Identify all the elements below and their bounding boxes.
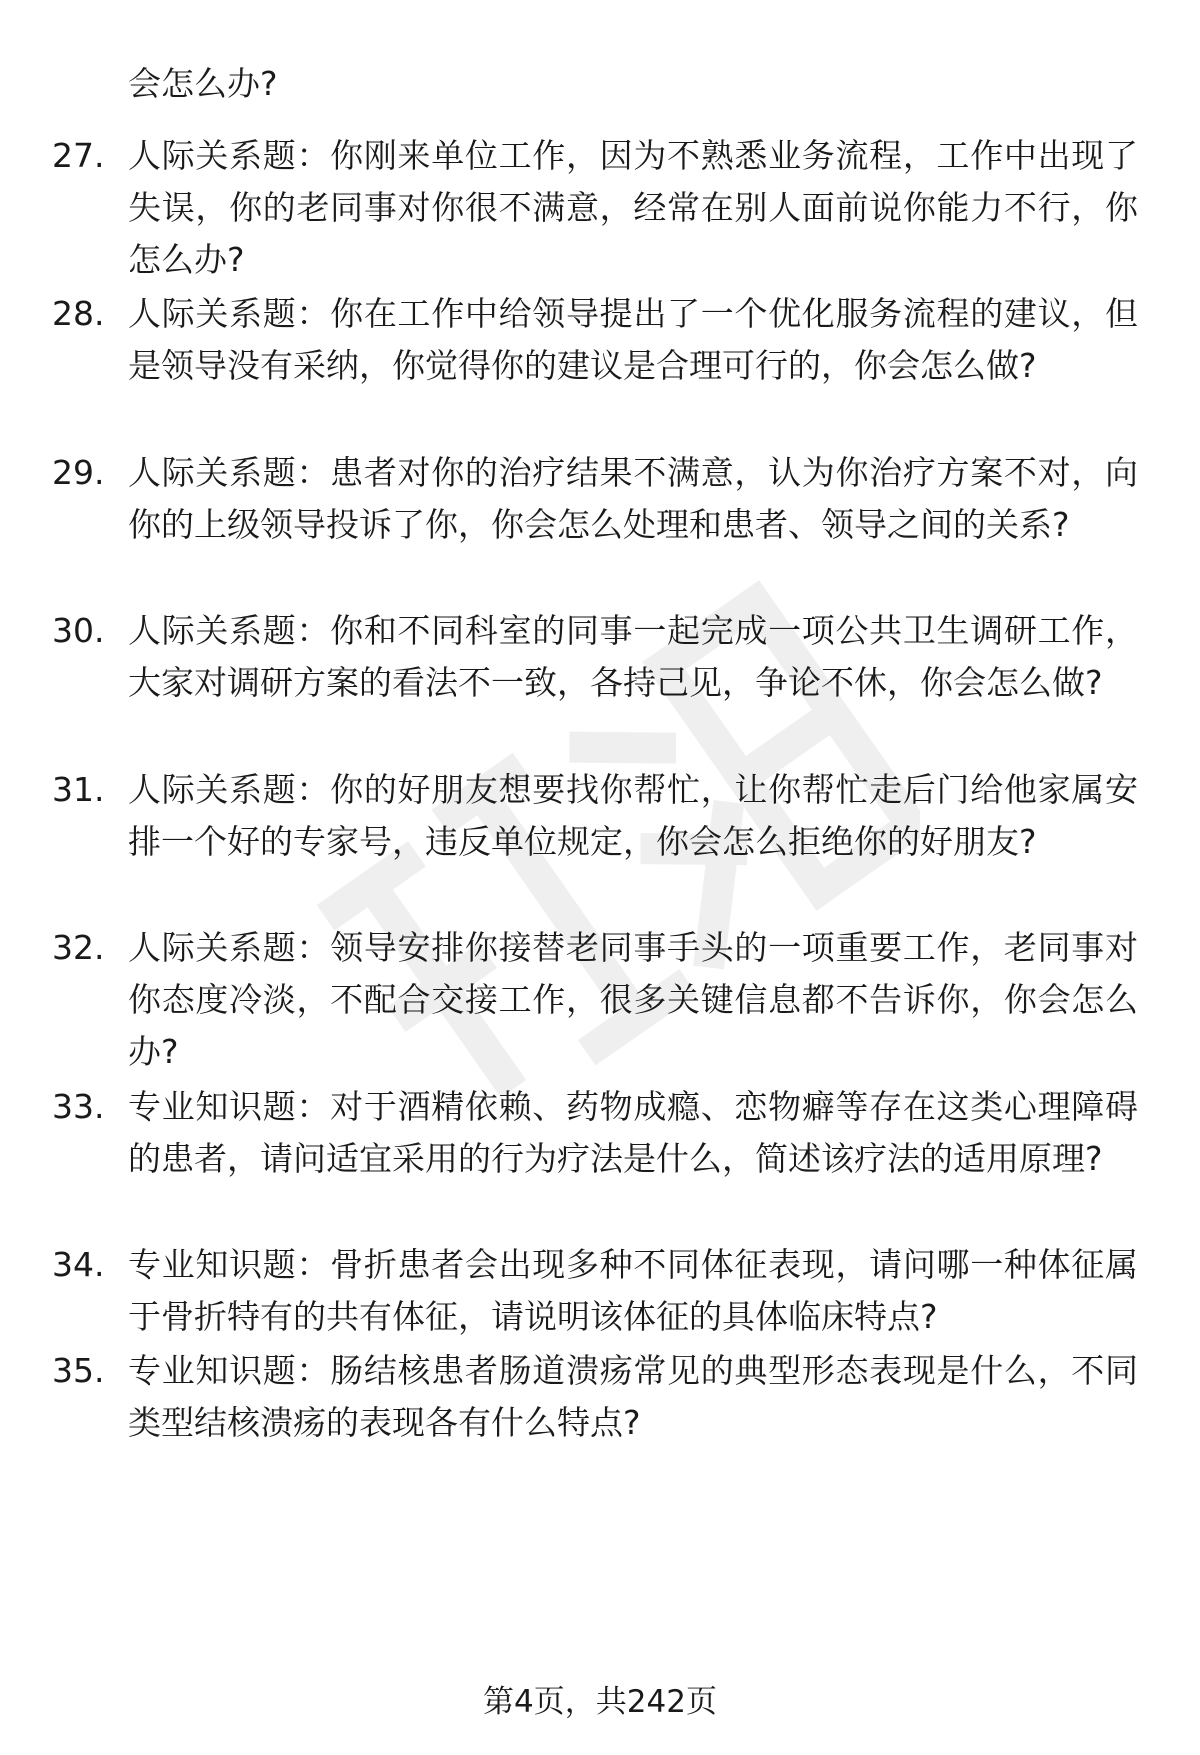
lead-text: 会怎么办?: [128, 64, 278, 103]
question-number: 33.: [52, 1087, 105, 1126]
page-footer: 第4页，共242页: [483, 1684, 717, 1720]
question-text: 人际关系题：领导安排你接替老同事手头的一项重要工作，老同事对你态度冷淡，不配合交接工作，很多关键信息都不告诉你，你会怎么办?: [128, 928, 1138, 1071]
question-text: 人际关系题：你刚来单位工作，因为不熟悉业务流程，工作中出现了失误，你的老同事对你很不满意，经常在别人面前说你能力不行，你怎么办?: [128, 136, 1138, 279]
question-text: 专业知识题：肠结核患者肠道溃疡常见的典型形态表现是什么，不同类型结核溃疡的表现各有什么特点?: [128, 1351, 1138, 1442]
question-number: 35.: [52, 1351, 105, 1390]
question-number: 31.: [52, 770, 105, 809]
question-text: 人际关系题：你的好朋友想要找你帮忙，让你帮忙走后门给他家属安排一个好的专家号，违反单位规定，你会怎么拒绝你的好朋友?: [128, 770, 1138, 861]
question-number: 32.: [52, 928, 105, 967]
question-number: 30.: [52, 611, 105, 650]
question-text: 专业知识题：对于酒精依赖、药物成瘾、恋物癖等存在这类心理障碍的患者，请问适宜采用的行为疗法是什么，简述该疗法的适用原理?: [128, 1087, 1138, 1178]
question-text: 人际关系题：你和不同科室的同事一起完成一项公共卫生调研工作，大家对调研方案的看法不一致，各持己见，争论不休，你会怎么做?: [128, 611, 1138, 702]
question-number: 28.: [52, 294, 105, 333]
question-text: 人际关系题：你在工作中给领导提出了一个优化服务流程的建议，但是领导没有采纳，你觉得你的建议是合理可行的，你会怎么做?: [128, 294, 1138, 385]
question-number: 34.: [52, 1245, 105, 1284]
question-number: 27.: [52, 136, 105, 175]
question-number: 29.: [52, 453, 105, 492]
question-text: 人际关系题：患者对你的治疗结果不满意，认为你治疗方案不对，向你的上级领导投诉了你，你会怎么处理和患者、领导之间的关系?: [128, 453, 1138, 544]
question-text: 专业知识题：骨折患者会出现多种不同体征表现，请问哪一种体征属于骨折特有的共有体征，请说明该体征的具体临床特点?: [128, 1245, 1138, 1336]
